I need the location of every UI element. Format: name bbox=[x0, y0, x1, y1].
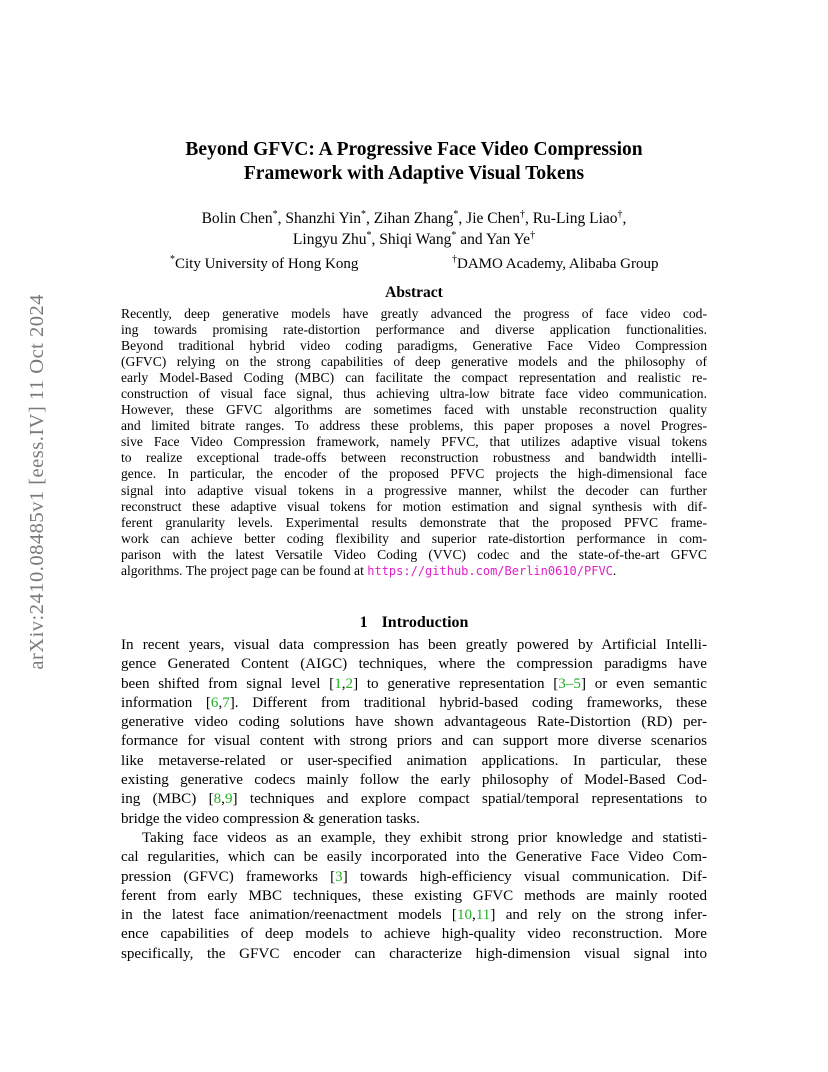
arxiv-id-text: arXiv:2410.08485v1 [eess.IV] 11 Oct 2024 bbox=[25, 294, 48, 670]
abstract-line: reconstruct these adaptive visual tokens for motion estimation and signal synthesis with dif- bbox=[121, 498, 707, 514]
abstract-line: Recently, deep generative models have greatly advanced the progress of face video cod- bbox=[121, 306, 707, 321]
abstract-line: to realize exceptional trade-offs between reconstruction robustness and bandwidth intelli- bbox=[121, 450, 707, 466]
body-line: been shifted from signal level [1,2] to generative representation [3–5] or even semantic bbox=[121, 675, 707, 692]
title-line-2: Framework with Adaptive Visual Tokens bbox=[243, 163, 585, 184]
affiliation-left: *City University of Hong Kong bbox=[170, 254, 359, 272]
abstract-heading: Abstract bbox=[385, 284, 443, 301]
body-line: information [6,7]. Different from traditional hybrid-based coding frameworks, these bbox=[121, 694, 707, 711]
paper-title bbox=[120, 138, 708, 186]
abstract-line: work can achieve better coding flexibility and superior rate-distortion performance in com- bbox=[121, 530, 707, 546]
body-line: ferent from early MBC techniques, these existing GFVC methods are mainly rooted bbox=[121, 887, 707, 904]
body-line: ence capabilities of deep models to achieve high-quality video reconstruction. More bbox=[121, 926, 707, 943]
body-line: In recent years, visual data compression has been greatly powered by Artificial Intelli- bbox=[121, 637, 707, 653]
abstract-line: (GFVC) relying on the strong capabilities of deep generative models and the philosophy of bbox=[121, 354, 707, 370]
affiliation-right: †DAMO Academy, Alibaba Group bbox=[452, 254, 659, 272]
body-line: existing generative codecs mainly follow the early philosophy of Model-Based Cod- bbox=[121, 772, 707, 789]
body-line: pression (GFVC) frameworks [3] towards high-efficiency visual communication. Dif- bbox=[121, 868, 707, 885]
abstract-line: Beyond traditional hybrid video coding paradigms, Generative Face Video Compression bbox=[121, 338, 707, 354]
body-line: in the latest face animation/reenactment models [10,11] and rely on the strong infer- bbox=[121, 907, 707, 924]
section-title: Introduction bbox=[381, 614, 469, 631]
introduction-body bbox=[121, 636, 707, 964]
section-number: 1 bbox=[359, 614, 368, 631]
body-line: generative video coding solutions have shown advantageous Rate-Distortion (RD) per- bbox=[121, 714, 707, 731]
author-list bbox=[120, 208, 708, 250]
abstract-line: and limited bitrate ranges. To address these problems, this paper proposes a novel Progres- bbox=[121, 418, 707, 434]
abstract-line: parison with the latest Versatile Video Coding (VVC) codec and the state-of-the-art GFVC bbox=[121, 546, 707, 562]
abstract-text bbox=[121, 306, 707, 579]
abstract-final-line: algorithms. The project page can be found at https://github.com/Berlin0610/PFVC. bbox=[121, 562, 617, 578]
body-line: bridge the video compression & generation tasks. bbox=[121, 810, 420, 827]
abstract-line: signal into adaptive visual tokens in a progressive manner, whilst the decoder can further bbox=[121, 482, 707, 498]
body-line: cal regularities, which can be easily incorporated into the Generative Face Video Com- bbox=[121, 849, 707, 866]
abstract-line: gence. In particular, the encoder of the proposed PFVC projects the high-dimensional face bbox=[121, 466, 707, 482]
abstract-line: construction of visual face signal, thus achieving ultra-low bitrate face video communication. bbox=[121, 386, 707, 402]
abstract-line: early Model-Based Coding (MBC) can facilitate the compact representation and realistic re- bbox=[121, 370, 707, 386]
body-line: gence Generated Content (AIGC) techniques, where the compression paradigms have bbox=[121, 656, 707, 673]
body-line: Taking face videos as an example, they exhibit strong prior knowledge and statisti- bbox=[142, 829, 707, 846]
authors-line-2: Lingyu Zhu*, Shiqi Wang* and Yan Ye† bbox=[292, 229, 536, 248]
body-line: formance for visual content with strong priors and can support more diverse scenarios bbox=[121, 733, 707, 750]
authors-line-1: Bolin Chen*, Shanzhi Yin*, Zihan Zhang*, Jie Chen†, Ru-Ling Liao†, bbox=[201, 208, 627, 227]
abstract-line: ing towards promising rate-distortion performance and diverse application functionalities. bbox=[121, 322, 707, 338]
body-line: ing (MBC) [8,9] techniques and explore compact spatial/temporal representations to bbox=[121, 791, 708, 808]
body-line: like metaverse-related or user-specified animation applications. In particular, these bbox=[121, 752, 707, 769]
abstract-line: sive Face Video Compression framework, namely PFVC, that utilizes adaptive visual tokens bbox=[121, 434, 707, 450]
abstract-line: However, these GFVC algorithms are sometimes faced with unstable reconstruction quality bbox=[121, 402, 707, 418]
title-line-1: Beyond GFVC: A Progressive Face Video Compression bbox=[185, 139, 643, 160]
arxiv-identifier bbox=[22, 294, 52, 670]
body-line: specifically, the GFVC encoder can characterize high-dimension visual signal into bbox=[121, 945, 707, 962]
section-heading bbox=[120, 614, 708, 632]
abstract-line: ferent granularity levels. Experimental results demonstrate that the proposed PFVC frame- bbox=[121, 514, 707, 530]
project-link[interactable]: https://github.com/Berlin0610/PFVC bbox=[367, 563, 613, 578]
